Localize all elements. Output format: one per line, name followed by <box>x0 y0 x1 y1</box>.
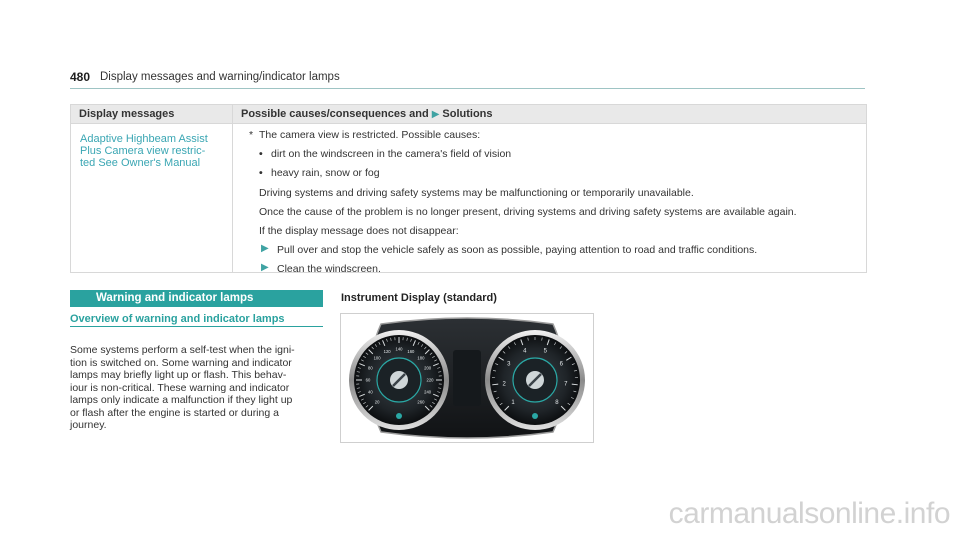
paragraph-line: or flash after the engine is started or during a <box>70 406 279 419</box>
instrument-display-figure <box>340 313 594 443</box>
col-header-display-messages: Display messages <box>79 108 175 120</box>
message-line: ted See Owner's Manual <box>80 157 201 169</box>
gauge-label: 260 <box>417 399 425 405</box>
indicator-lamp-icon <box>532 413 538 419</box>
bullet-icon: • <box>259 148 263 160</box>
message-line: Plus Camera view restric- <box>80 145 206 157</box>
display-messages-table <box>70 104 867 273</box>
solution-item: Pull over and stop the vehicle safely as soon as possible, paying attention to road and traffic conditions. <box>277 244 758 256</box>
gauge-label: 100 <box>373 355 381 361</box>
paragraph-line: lamps only indicate a malfunction if they light up <box>70 394 293 406</box>
section-heading-bar <box>70 290 323 307</box>
cause-item: heavy rain, snow or fog <box>271 167 380 179</box>
col-header-causes-solutions <box>241 108 493 120</box>
column-divider <box>232 105 233 272</box>
paragraph: Driving systems and driving safety systems may be malfunctioning or temporarily unavailable. <box>259 187 694 199</box>
paragraph-line: tion is switched on. Some warning and indicator <box>70 356 292 369</box>
running-title: Display messages and warning/indicator lamps <box>100 71 340 83</box>
action-triangle-icon: ▶ <box>431 109 440 120</box>
gauge-label: 4 <box>523 348 527 355</box>
action-triangle-icon: ▶ <box>261 243 269 254</box>
gauge-label: 180 <box>417 355 425 361</box>
gauge-label: 2 <box>502 381 506 388</box>
right-gauge-tachometer <box>485 330 585 430</box>
section-paragraph <box>70 344 330 432</box>
message-line: Adaptive Highbeam Assist <box>80 133 208 145</box>
gauge-label: 160 <box>407 348 415 354</box>
watermark: carmanualsonline.info <box>668 497 950 530</box>
gauge-label: 40 <box>368 389 373 395</box>
paragraph: Once the cause of the problem is no longer present, driving systems and driving safety systems are available again. <box>259 206 797 218</box>
gauge-label: 20 <box>374 399 380 405</box>
display-message-cell <box>80 133 230 169</box>
center-display <box>453 350 481 406</box>
note-text: The camera view is restricted. Possible causes: <box>259 129 481 141</box>
asterisk-marker: * <box>249 129 254 141</box>
bullet-icon: • <box>259 167 263 179</box>
gauge-label: 220 <box>426 377 434 383</box>
paragraph: If the display message does not disappear: <box>259 225 459 237</box>
cause-item: dirt on the windscreen in the camera's field of vision <box>271 148 512 160</box>
gauge-label: 7 <box>564 381 568 388</box>
left-gauge-speedometer <box>349 330 449 430</box>
gauge-label: 120 <box>383 348 391 354</box>
table-header-row <box>71 105 866 124</box>
gauge-label: 5 <box>543 348 547 355</box>
gauge-label: 80 <box>368 365 373 371</box>
gauge-label: 1 <box>511 399 515 406</box>
gauge-label: 140 <box>395 346 403 352</box>
solution-item: Clean the windscreen. <box>277 263 381 275</box>
gauge-label: 6 <box>559 361 563 368</box>
col-header-solutions-text: Solutions <box>442 108 493 120</box>
paragraph-line: lamps may briefly light up or flash. This behav- <box>70 369 287 381</box>
gauge-tick <box>572 384 578 385</box>
page-header <box>70 70 865 89</box>
gauge-tick <box>492 384 498 385</box>
figure-title: Instrument Display (standard) <box>341 292 497 304</box>
gauge-label: 3 <box>507 361 511 368</box>
paragraph-line: iour is non-critical. These warning and indicator <box>70 381 290 394</box>
gauge-label: 240 <box>424 389 432 395</box>
subsection-title: Overview of warning and indicator lamps <box>70 313 323 327</box>
indicator-lamp-icon <box>396 413 402 419</box>
instrument-cluster-illustration <box>341 314 593 442</box>
col-header-causes-text: Possible causes/consequences and <box>241 108 429 120</box>
gauge-label: 200 <box>424 365 432 371</box>
paragraph-line: journey. <box>70 419 107 431</box>
action-triangle-icon: ▶ <box>261 262 269 273</box>
paragraph-line: Some systems perform a self-test when the igni- <box>70 344 295 356</box>
section-title: Warning and indicator lamps <box>96 292 254 304</box>
page-number: 480 <box>70 70 91 84</box>
gauge-label: 8 <box>555 399 559 406</box>
gauge-label: 60 <box>365 377 371 383</box>
